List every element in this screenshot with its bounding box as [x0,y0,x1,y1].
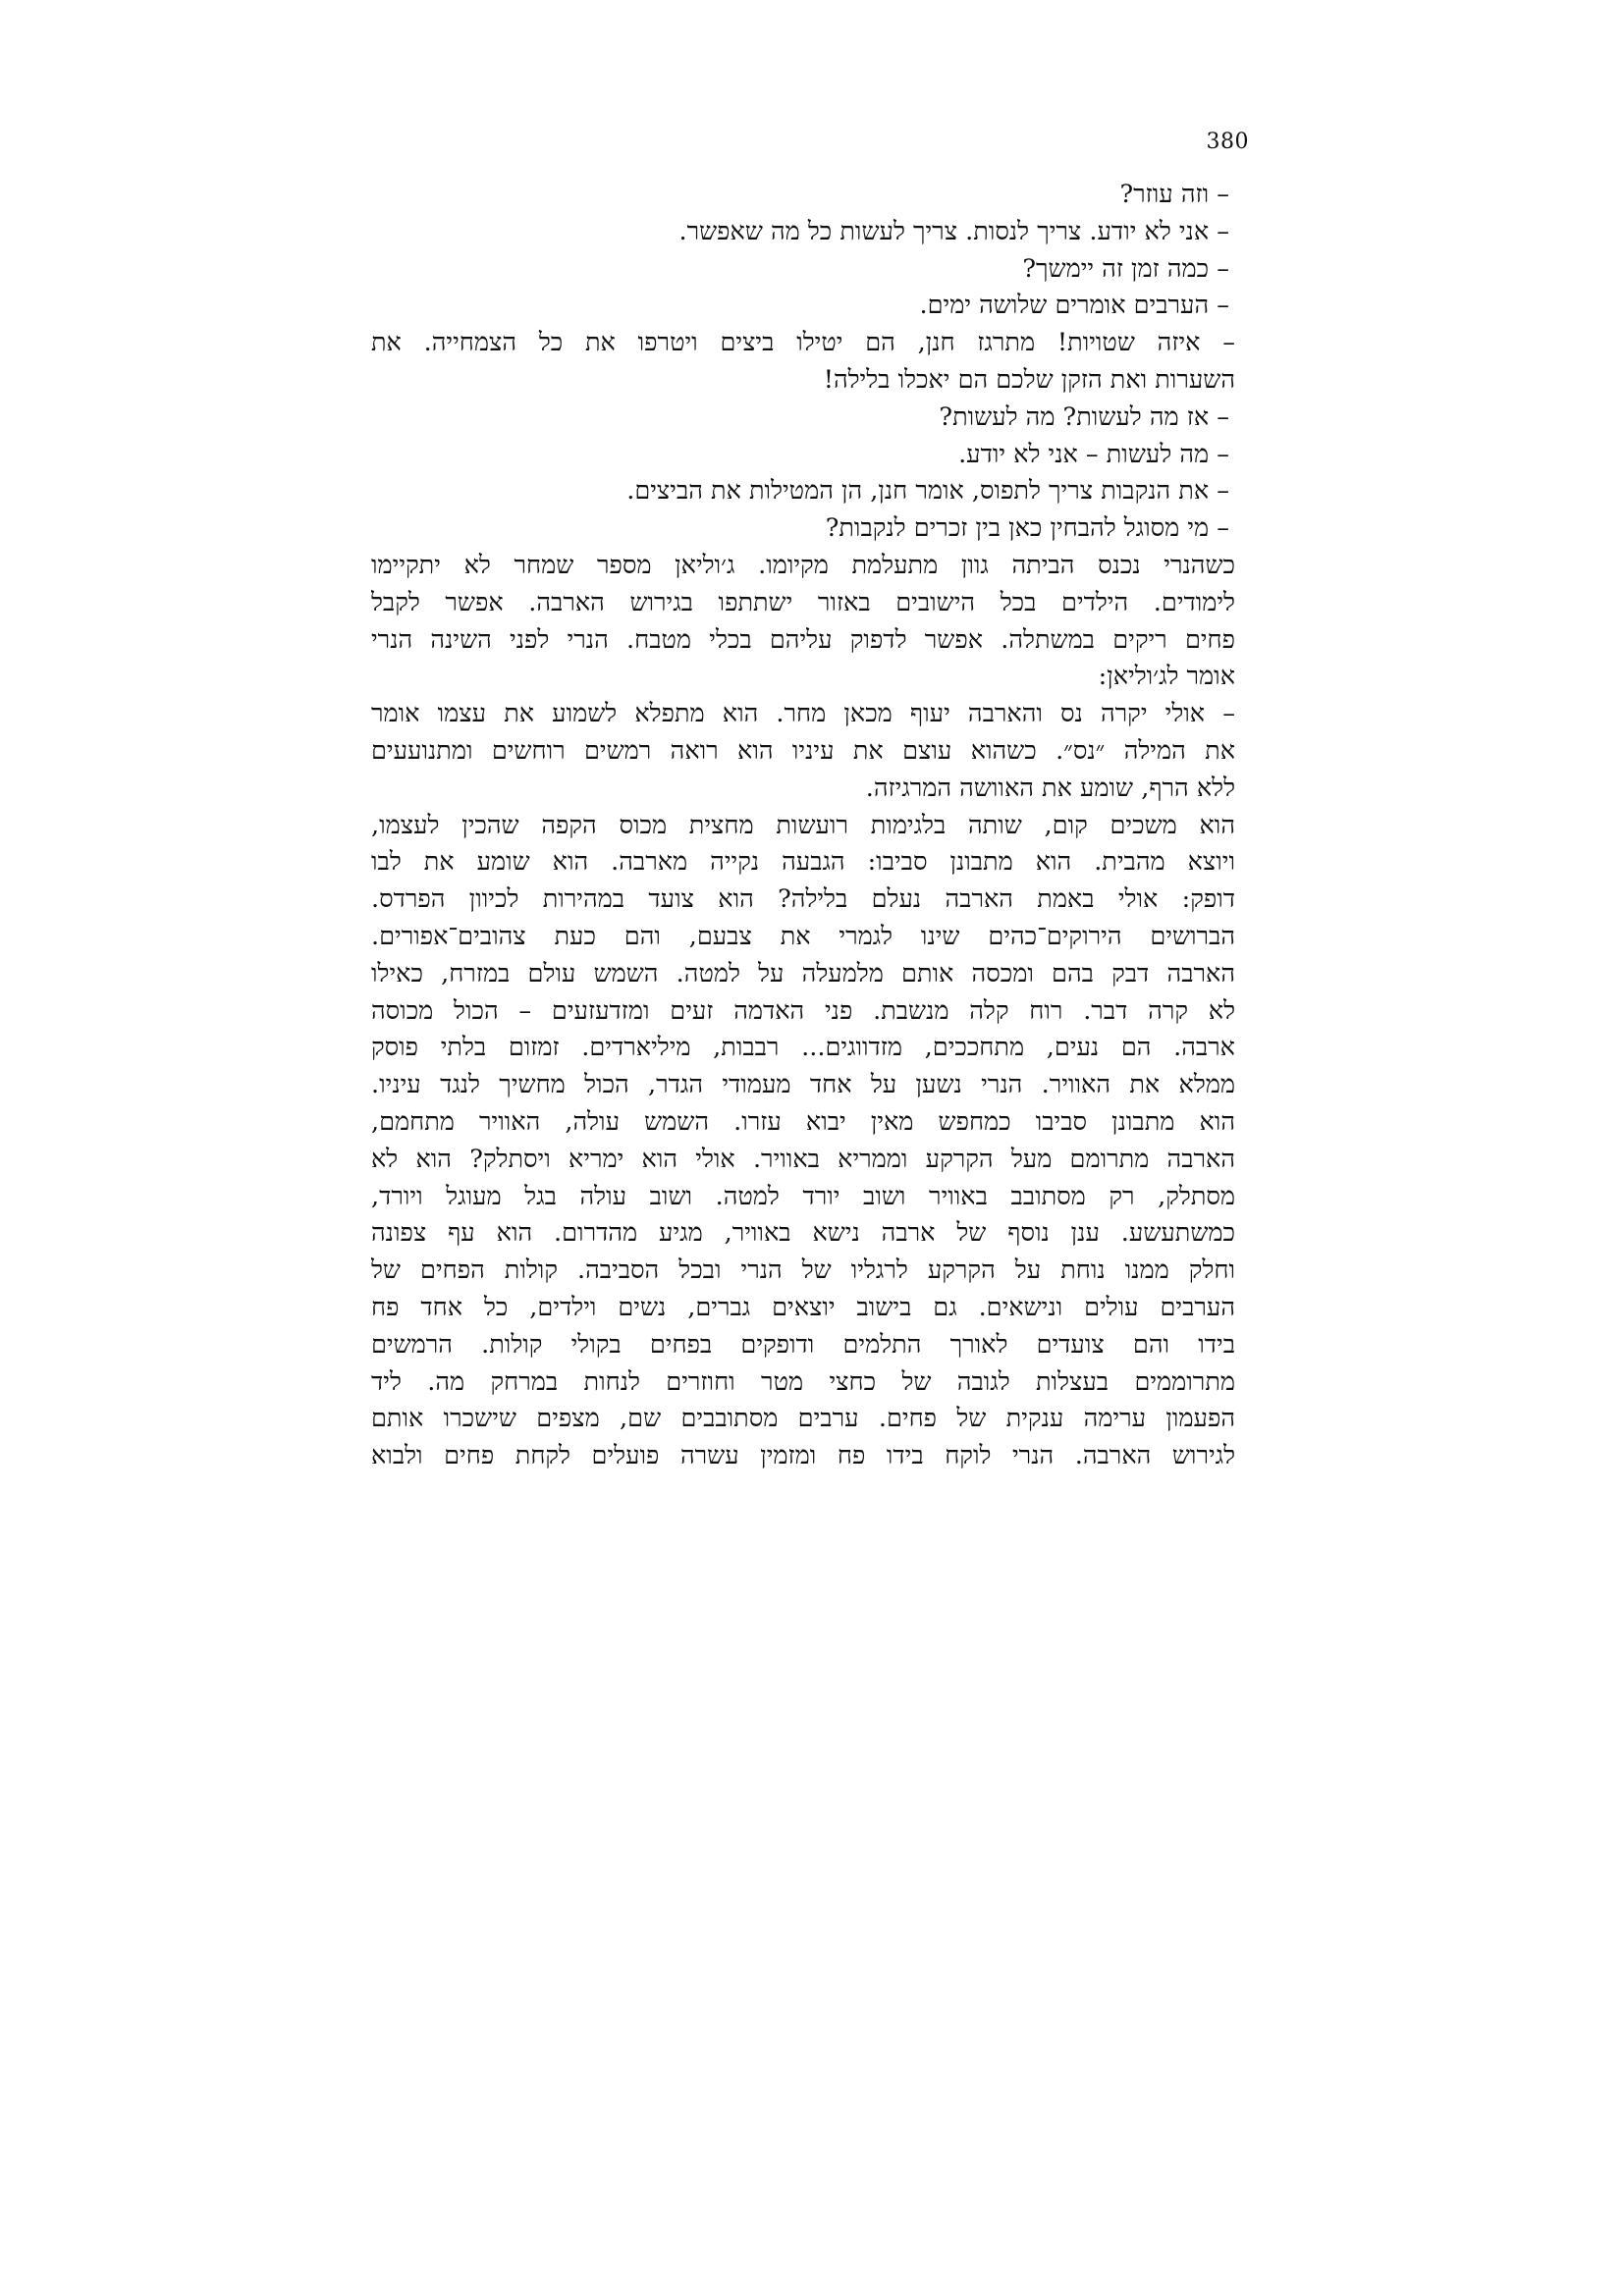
dialogue-line: – אני לא יודע. צריך לנסות. צריך לעשות כל מה שאפשר. [678,216,1229,246]
dialogue-line: – אז מה לעשות? מה לעשות? [939,401,1229,432]
body-text [371,177,1235,1475]
text-line: את המילה ״נס״. כשהוא עוצם את עיניו הוא רואה רמשים רוחשים ומתנועעים [371,735,1235,766]
page-number: 380 [1206,130,1249,154]
text-line: – איזה שטויות! מתרגז חנן, הם יטילו ביצים ויטרפו את כל הצמחייה. את [371,328,1235,358]
text-line: ארבה. הם נעים, מתחככים, מזדווגים... רבבות, מיליארדים. זמזום בלתי פוסק [371,1033,1235,1063]
text-line: כמשתעשע. ענן נוסף של ארבה נישא באוויר, מגיע מהדרום. הוא עף צפונה [371,1218,1235,1249]
text-line: ויוצא מהבית. הוא מתבונן סביבו: הגבעה נקייה מארבה. הוא שומע את לבו [371,847,1235,878]
text-line: בידו והם צועדים לאורך התלמים ודופקים בפחים בקולי קולות. הרמשים [371,1329,1235,1360]
dialogue-line: – מה לעשות – אני לא יודע. [958,439,1229,469]
text-line: הוא מתבונן סביבו כמחפש מאין יבוא עזרו. השמש עולה, האוויר מתחמם, [371,1106,1235,1137]
text-line: הפעמון ערימה ענקית של פחים. ערבים מסתובבים שם, מצפים שישכרו אותם [371,1404,1235,1434]
text-line: פחים ריקים במשתלה. אפשר לדפוק עליהם בכלי מטבח. הנרי לפני השינה הנרי [371,624,1235,655]
dialogue-line: – מי מסוגל להבחין כאן בין זכרים לנקבות? [825,513,1229,544]
text-line: הערבים עולים ונישאים. גם בישוב יוצאים גברים, נשים וילדים, כל אחד פח [371,1292,1235,1322]
text-line: השערות ואת הזקן שלכם הם יאכלו בלילה! [823,364,1235,395]
dialogue-line: – הערבים אומרים שלושה ימים. [919,291,1229,321]
text-line: ממלא את האוויר. הנרי נשען על אחד מעמודי הגדר, הכול מחשיך לנגד עיניו. [371,1070,1235,1100]
text-line: לימודים. הילדים בכל הישובים באזור ישתתפו בגירוש הארבה. אפשר לקבל [371,587,1235,617]
dialogue-line: – את הנקבות צריך לתפוס, אומר חנן, הן המטילות את הביצים. [626,476,1229,507]
text-line: הוא משכים קום, שותה בלגימות רועשות מחצית מכוס הקפה שהכין לעצמו, [371,810,1235,840]
text-line: הארבה דבק בהם ומכסה אותם מלמעלה על למטה. השמש עולם במזרח, כאילו [371,958,1235,988]
text-line: ללא הרף, שומע את האוושה המרגיזה. [865,773,1235,803]
text-line: אומר לג׳וליאן: [1098,662,1235,692]
text-line: הארבה מתרומם מעל הקרקע וממריא באוויר. אולי הוא ימריא ויסתלק? הוא לא [371,1144,1235,1174]
text-line: לא קרה דבר. רוח קלה מנשבת. פני האדמה זעים ומזדעזעים – הכול מכוסה [371,995,1235,1026]
text-line: לגירוש הארבה. הנרי לוקח בידו פח ומזמין עשרה פועלים לקחת פחים ולבוא [371,1441,1235,1471]
text-line: וחלק ממנו נוחת על הקרקע לרגליו של הנרי ובכל הסביבה. קולות הפחים של [371,1255,1235,1286]
text-line: – אולי יקרה נס והארבה יעוף מכאן מחר. הוא מתפלא לשמוע את עצמו אומר [371,699,1235,729]
dialogue-line: – וזה עוזר? [1119,180,1229,209]
text-line: מסתלק, רק מסתובב באוויר ושוב יורד למטה. ושוב עולה בגל מעוגל ויורד, [371,1181,1235,1211]
text-line: מתרוממים בעצלות לגובה של כחצי מטר וחוזרים לנחות במרחק מה. ליד [371,1366,1235,1397]
text-line: דופק: אולי באמת הארבה נעלם בלילה? הוא צועד במהירות לכיוון הפרדס. [371,884,1235,915]
dialogue-line: – כמה זמן זה יימשך? [1022,253,1229,284]
text-line: הברושים הירוקים־כהים שינו לגמרי את צבעם, והם כעת צהובים־אפורים. [371,921,1235,951]
text-line: כשהנרי נכנס הביתה גוון מתעלמת מקיומו. ג׳וליאן מספר שמחר לא יתקיימו [371,550,1235,580]
